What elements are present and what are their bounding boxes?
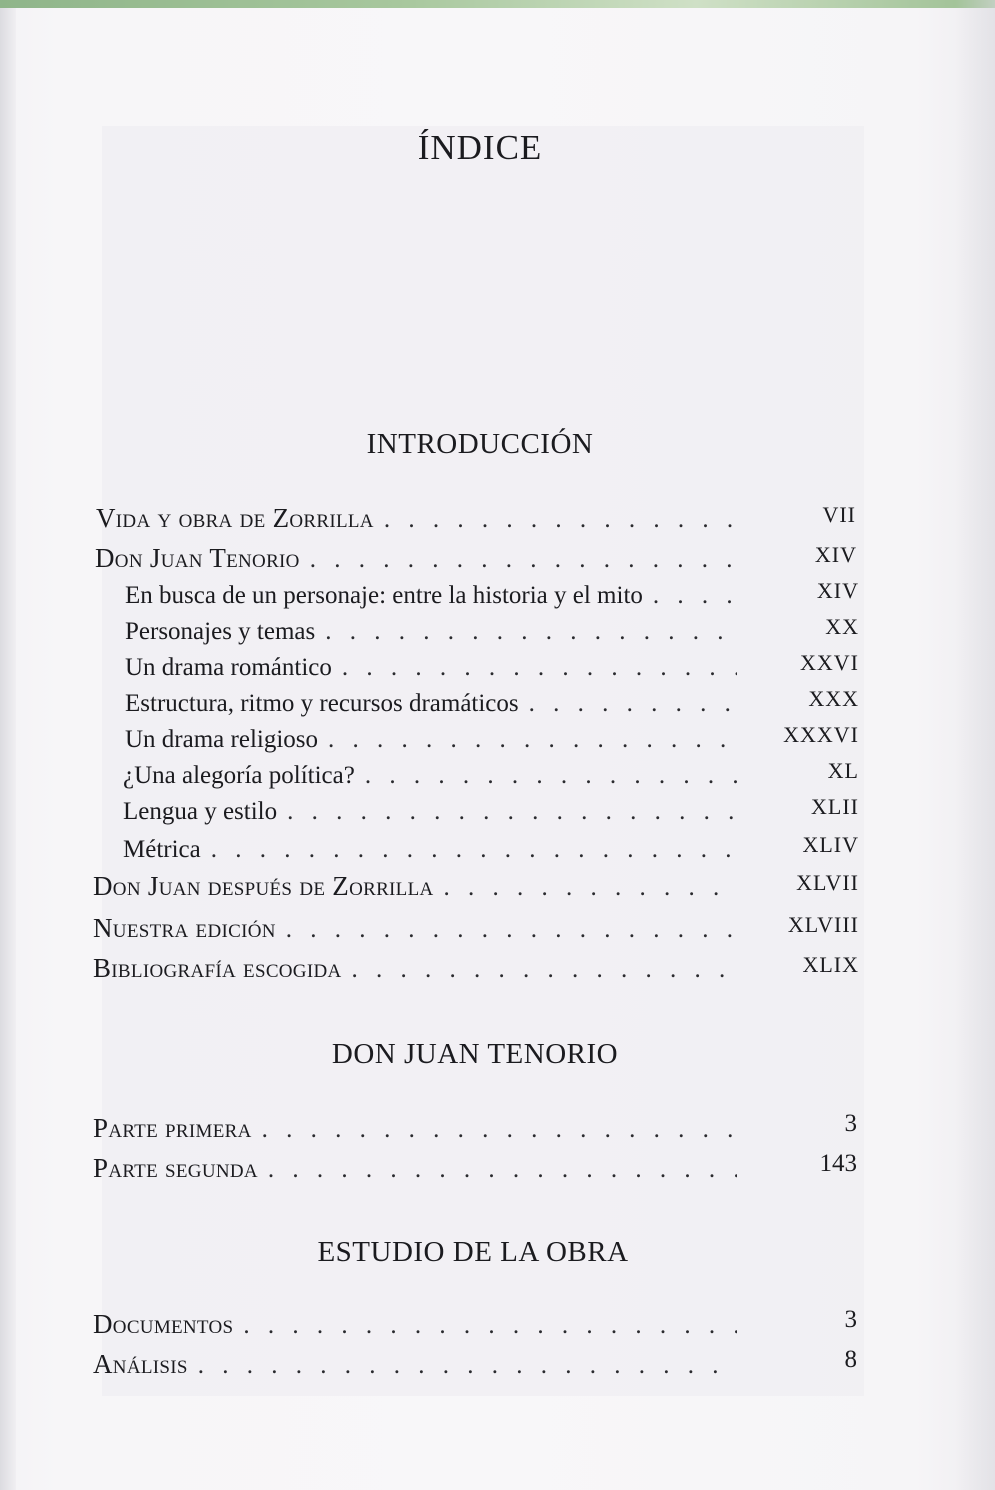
toc-entry-label: Lengua y estilo xyxy=(123,798,278,825)
dot-leader xyxy=(262,1116,737,1144)
toc-entry[interactable] xyxy=(93,1150,857,1184)
toc-entry-page: XLII xyxy=(811,794,859,819)
toc-entry-label: Personajes y temas xyxy=(125,618,316,645)
toc-entry-label: Vida y obra de Zorrilla xyxy=(96,503,374,533)
toc-entry-label: Documentos xyxy=(93,1309,234,1339)
dot-leader xyxy=(243,1312,737,1340)
toc-entry[interactable] xyxy=(93,868,859,902)
toc-entry-label: En busca de un personaje: entre la historia y el mito xyxy=(125,582,643,609)
toc-entry[interactable] xyxy=(125,720,859,754)
toc-entry-label: Parte primera xyxy=(93,1113,252,1143)
toc-entry-page: VII xyxy=(822,502,856,527)
dot-leader xyxy=(653,582,737,610)
toc-entry-page: XIV xyxy=(816,578,859,603)
toc-entry-label: Estructura, ritmo y recursos dramáticos xyxy=(125,690,519,717)
toc-entry[interactable] xyxy=(93,1306,857,1340)
toc-entry-page: XLIX xyxy=(802,952,859,977)
toc-entry-page: XLVIII xyxy=(787,912,859,937)
toc-entry-page: 143 xyxy=(819,1150,857,1177)
dot-leader xyxy=(287,798,737,826)
toc-entry-label: Un drama romántico xyxy=(125,654,332,681)
toc-entry-page: XXXVI xyxy=(783,722,859,747)
toc-entry-label: Don Juan después de Zorrilla xyxy=(93,871,434,901)
toc-entry-page: XXVI xyxy=(800,650,859,675)
toc-entry[interactable] xyxy=(123,830,859,864)
dot-leader xyxy=(529,690,737,718)
dot-leader xyxy=(365,762,737,790)
toc-entry-page: XIV xyxy=(814,542,857,567)
toc-entry-label: Nuestra edición xyxy=(93,913,276,943)
dot-leader xyxy=(310,546,735,574)
dot-leader xyxy=(328,726,737,754)
toc-entry[interactable] xyxy=(93,1346,857,1380)
toc-entry-label: Métrica xyxy=(123,836,201,863)
toc-entry-label: Bibliografía escogida xyxy=(93,953,342,983)
toc-entry-page: XLIV xyxy=(802,832,859,857)
toc-entry[interactable] xyxy=(125,576,859,610)
dot-leader xyxy=(198,1352,737,1380)
toc-entry-page: XX xyxy=(825,614,859,639)
dot-leader xyxy=(342,654,737,682)
toc-entry[interactable] xyxy=(125,648,859,682)
dot-leader xyxy=(384,506,746,534)
toc-entry-label: Un drama religioso xyxy=(125,726,319,753)
toc-entry-page: 8 xyxy=(844,1346,857,1373)
dot-leader xyxy=(211,836,737,864)
toc-entry-label: Parte segunda xyxy=(93,1153,258,1183)
toc-entry-page: 3 xyxy=(844,1306,857,1333)
toc-entry-label: ¿Una alegoría política? xyxy=(123,762,355,789)
dot-leader xyxy=(444,874,737,902)
toc-entry[interactable] xyxy=(125,684,859,718)
toc-entry[interactable] xyxy=(93,950,859,984)
toc-entry-page: XLVII xyxy=(796,870,859,895)
section-heading-don-juan-tenorio: DON JUAN TENORIO xyxy=(331,1038,619,1070)
section-heading-introduccion: INTRODUCCIÓN xyxy=(366,428,594,460)
toc-entry-page: XXX xyxy=(808,686,859,711)
toc-entry[interactable] xyxy=(93,1110,857,1144)
toc-entry-page: 3 xyxy=(844,1110,857,1137)
dot-leader xyxy=(325,618,737,646)
dot-leader xyxy=(286,916,737,944)
page-title: ÍNDICE xyxy=(417,128,543,167)
toc-entry[interactable] xyxy=(123,756,859,790)
toc-entry-label: Análisis xyxy=(93,1349,188,1379)
toc-entry-label: Don Juan Tenorio xyxy=(95,543,300,573)
toc-entry-page: XL xyxy=(827,758,859,783)
dot-leader xyxy=(352,956,737,984)
toc-entry[interactable] xyxy=(93,910,859,944)
toc-entry[interactable] xyxy=(123,792,859,826)
toc-entry[interactable] xyxy=(125,612,859,646)
section-heading-estudio-de-la-obra: ESTUDIO DE LA OBRA xyxy=(317,1236,629,1268)
toc-entry[interactable] xyxy=(96,500,856,534)
dot-leader xyxy=(268,1156,737,1184)
toc-entry[interactable] xyxy=(95,540,857,574)
